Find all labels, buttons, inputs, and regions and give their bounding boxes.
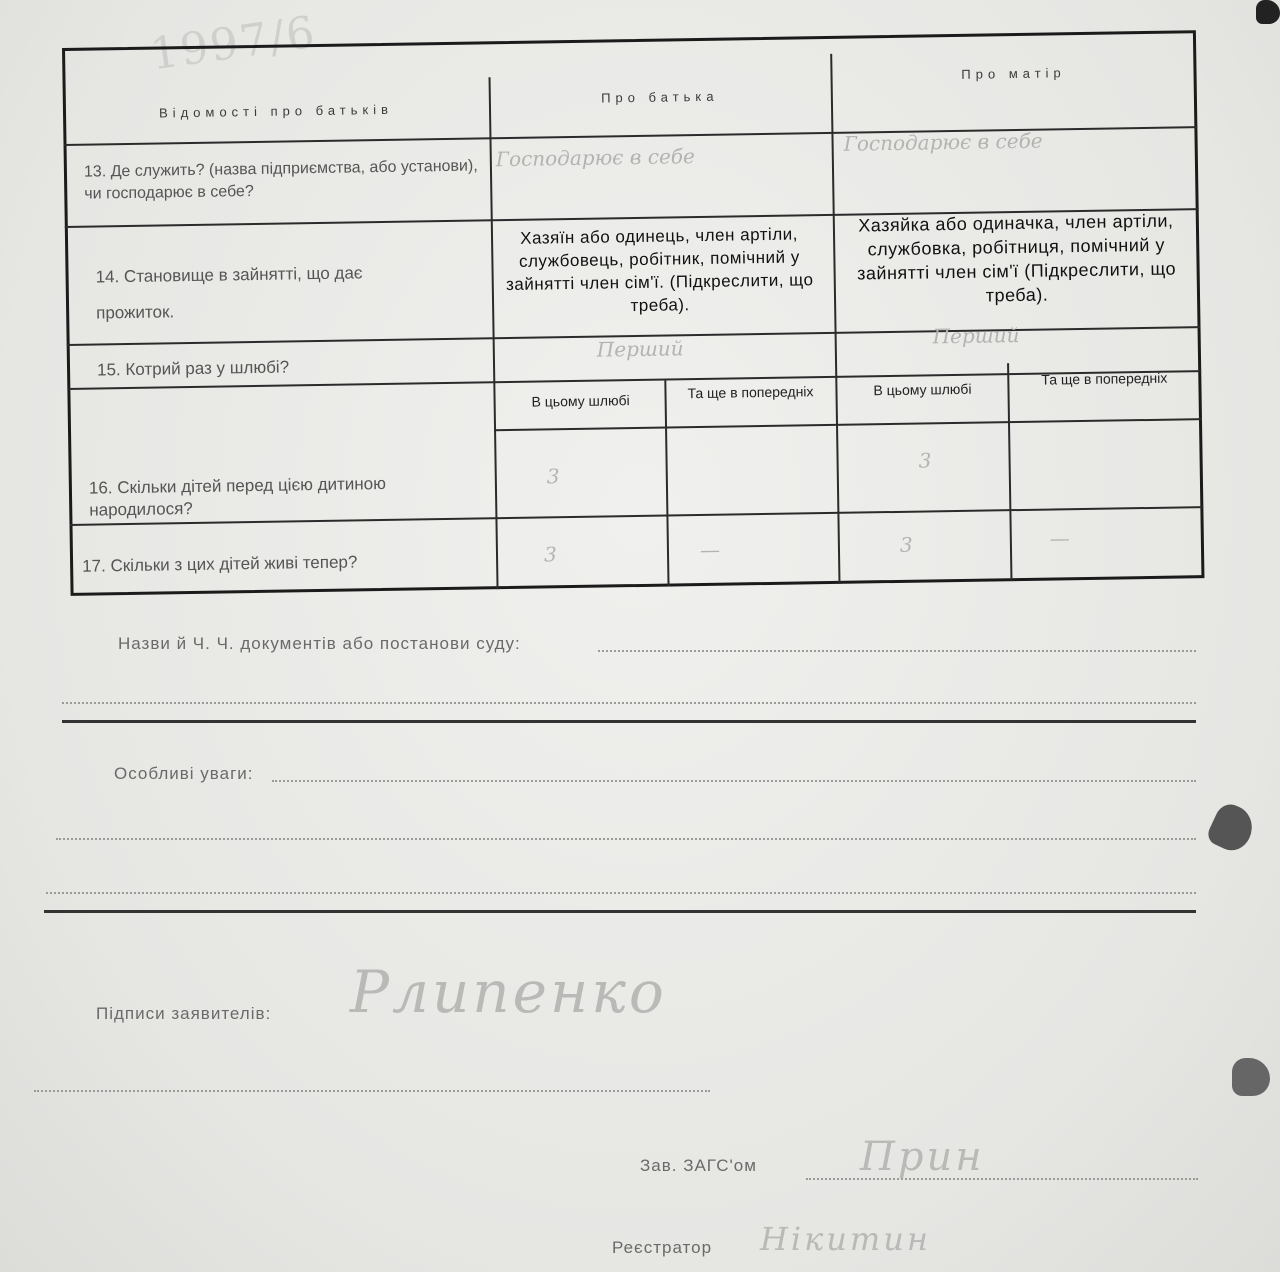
q17-father-previous: —: [699, 537, 721, 563]
q16-label: 16. Скільки дітей перед цією дитиною народилося?: [88, 473, 387, 520]
notes-rule: [44, 910, 1196, 913]
q15-label: 15. Котрий раз у шлюбі?: [96, 357, 290, 380]
signatures-label: Підписи заявителів:: [96, 1004, 272, 1023]
head-label: Зав. ЗАГС'ом: [640, 1156, 757, 1175]
paper-damage-mark: [1232, 1058, 1270, 1096]
notes-line-3[interactable]: [46, 892, 1196, 894]
q13-label: 13. Де служить? (назва підприємства, або установи), чи господарює в себе?: [83, 157, 478, 203]
documents-rule: [62, 720, 1196, 723]
paper-damage-mark: [1256, 0, 1280, 24]
applicant-signature: Рлипенко: [350, 958, 667, 1026]
notes-line-1[interactable]: [272, 780, 1196, 782]
q13-father-answer: Господарює в себе: [495, 144, 696, 172]
q16-father-in-marriage: 3: [546, 464, 560, 489]
head-signature: Прин: [860, 1134, 985, 1180]
q16-mother-sub-previous: Та ще в попередніх: [1041, 369, 1168, 388]
q17-mother-in-marriage: 3: [899, 532, 913, 557]
notes-label: Особливі уваги:: [114, 764, 254, 783]
q16-mother-in-marriage: 3: [918, 448, 932, 473]
q15-mother-answer: Перший: [932, 322, 1020, 349]
registrar-label: Реєстратор: [612, 1238, 713, 1257]
q17-father-in-marriage: 3: [543, 542, 557, 567]
header-mother: Про матір: [961, 65, 1066, 82]
q16-mother-sub-in-marriage: В цьому шлюбі: [873, 380, 972, 399]
header-father: Про батька: [601, 88, 719, 106]
q14-label: 14. Становище в зайнятті, що дає прожиток.: [95, 263, 363, 323]
notes-line-2[interactable]: [56, 838, 1196, 840]
q16-father-sub-previous: Та ще в попередніх: [687, 383, 814, 402]
header-info: Відомості про батьків: [158, 101, 394, 121]
q13-mother-answer: Господарює в себе: [843, 128, 1043, 156]
signature-line[interactable]: [34, 1090, 710, 1092]
q14-mother-options: Хазяйка або одиначка, член артіли, службовка, робітниця, помічний у зайнятті член сім'ї (Підкреслити, що треба).: [856, 210, 1177, 306]
documents-label: Назви й Ч. Ч. документів або постанови суду:: [118, 634, 521, 653]
q14-father-options: Хазяїн або одинець, член артіли, службовець, робітник, помічний у зайнятті член сім'ї. (Підкреслити, що треба).: [505, 224, 814, 316]
q16-father-sub-in-marriage: В цьому шлюбі: [531, 392, 630, 410]
parents-info-table: [62, 30, 1204, 596]
registrar-signature: Нікитин: [760, 1220, 931, 1258]
q17-mother-previous: —: [1049, 526, 1071, 551]
q15-father-answer: Перший: [596, 336, 684, 362]
paper-damage-mark: [1205, 800, 1260, 857]
q17-label: 17. Скільки з цих дітей живі тепер?: [81, 552, 358, 576]
margin-note: 1997/6: [147, 6, 320, 81]
documents-line-1[interactable]: [598, 650, 1196, 652]
documents-line-2[interactable]: [62, 702, 1196, 704]
